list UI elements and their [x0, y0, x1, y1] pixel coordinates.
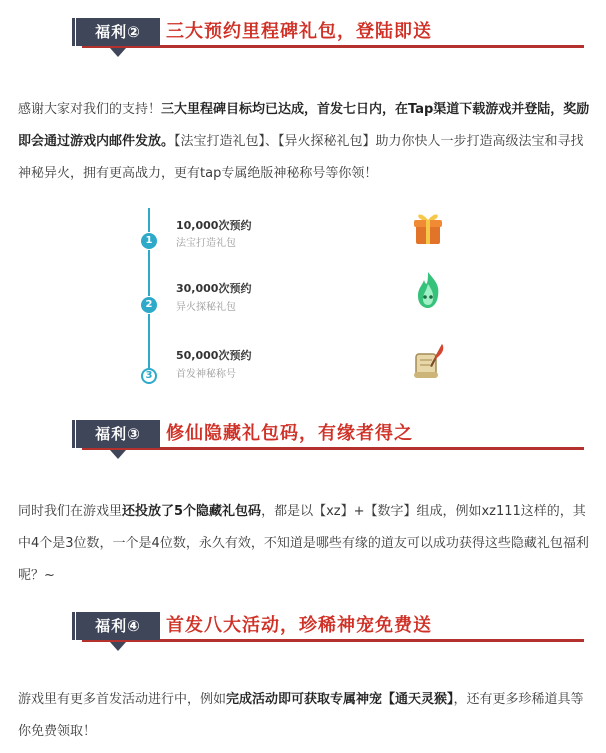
- gift-box-icon: [410, 208, 446, 248]
- milestone-intro-paragraph: [18, 94, 592, 190]
- banner-tag: 福利③: [76, 420, 160, 448]
- timeline-line: [148, 208, 150, 232]
- paragraph-bold-text: 完成活动即可获取专属神宠【通天灵猴】: [226, 692, 454, 707]
- milestone-timeline: [130, 208, 470, 388]
- banner-pointer: [110, 48, 126, 57]
- paragraph-text: 同时我们在游戏里: [18, 504, 123, 519]
- banner-tag: 福利④: [76, 612, 160, 640]
- paragraph-text: 感谢大家对我们的支持！: [18, 102, 162, 117]
- paragraph-text: 游戏里有更多首发活动进行中，例如: [18, 692, 227, 707]
- paragraph-text: 【法宝打造礼包】、【异火探秘礼包】助力你快人一步打造高级法宝和寻找神秘异火，拥有更高战力，更有tap专属绝版神秘称号等你领！: [18, 134, 584, 181]
- milestone-count: 50,000次预约: [176, 349, 252, 362]
- banner-title: 修仙隐藏礼包码，有缘者得之: [166, 423, 413, 444]
- milestone-reward: 首发神秘称号: [176, 369, 236, 380]
- milestone-step-3: 3: [141, 368, 157, 384]
- milestone-count: 30,000次预约: [176, 282, 252, 295]
- paragraph-text: ，还有更多珍稀道具等你免费领取！: [18, 692, 584, 739]
- welfare-2-banner: [0, 6, 606, 66]
- hidden-code-paragraph: [18, 496, 592, 592]
- banner-title: 三大预约里程碑礼包，登陆即送: [166, 21, 432, 42]
- milestone-reward: 法宝打造礼包: [176, 238, 236, 249]
- banner-pointer: [110, 642, 126, 651]
- milestone-count: 10,000次预约: [176, 219, 252, 232]
- green-flame-icon: [410, 270, 446, 310]
- paragraph-bold-text: 还投放了5个隐藏礼包码: [122, 504, 262, 519]
- banner-title: 首发八大活动，珍稀神宠免费送: [166, 615, 432, 636]
- milestone-reward: 异火探秘礼包: [176, 302, 236, 313]
- banner-pointer: [110, 450, 126, 459]
- welfare-4-banner: [0, 600, 606, 660]
- welfare-3-banner: [0, 408, 606, 468]
- timeline-line: [148, 250, 150, 296]
- paragraph-bold-text: 三大里程碑目标均已达成，首发七日内，在Tap渠道下载游戏并登陆，奖励即会通过游戏内邮件发放。: [18, 102, 590, 149]
- banner-tag: 福利②: [76, 18, 160, 46]
- timeline-line: [148, 314, 150, 368]
- launch-events-paragraph: [18, 684, 592, 748]
- milestone-step-1: 1: [141, 233, 157, 249]
- scroll-quill-icon: [410, 342, 446, 382]
- milestone-step-2: 2: [141, 297, 157, 313]
- paragraph-text: ，都是以【xz】+【数字】组成，例如xz111这样的，其中4个是3位数，一个是4位数，永久有效，不知道是哪些有缘的道友可以成功获得这些隐藏礼包福利呢？~: [18, 504, 589, 583]
